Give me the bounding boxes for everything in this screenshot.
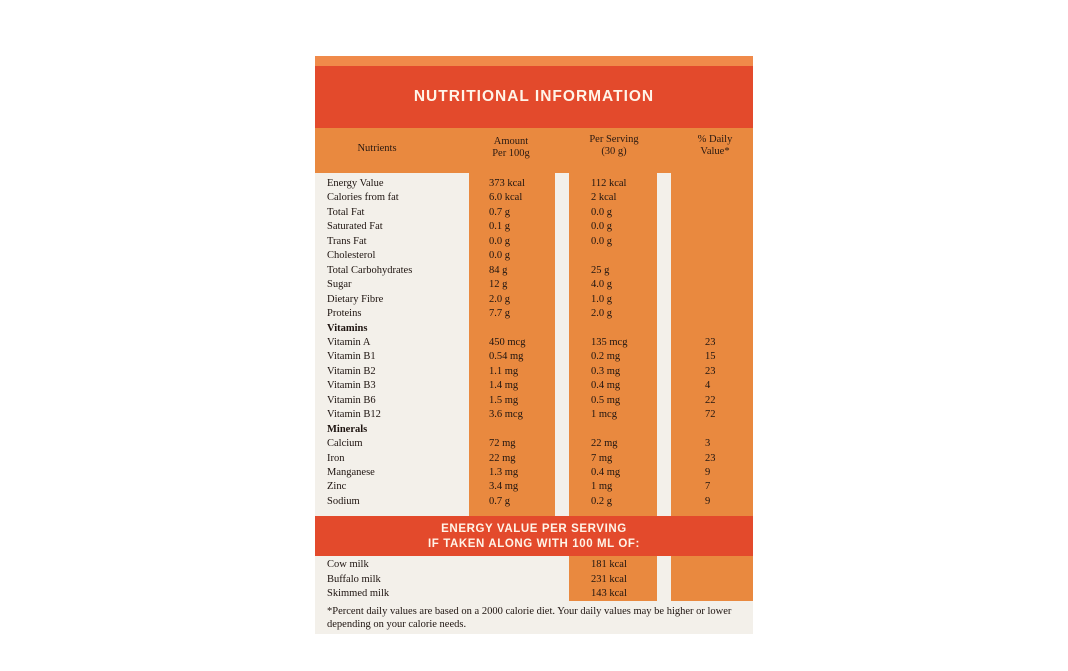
- nutrient-name: Zinc: [327, 481, 347, 493]
- amount-per-serving: 2 kcal: [591, 192, 617, 204]
- footnote-box: [315, 601, 753, 634]
- nutrient-row: [315, 207, 753, 221]
- amount-per-serving: 0.2 mg: [591, 351, 621, 363]
- daily-value: 23: [705, 365, 716, 377]
- col-per100: [471, 136, 551, 160]
- daily-value: 9: [705, 495, 711, 507]
- col-per100-line1: Amount: [493, 136, 529, 147]
- daily-value: 7: [705, 481, 711, 493]
- amount-per-100g: 84 g: [489, 264, 508, 276]
- daily-value: 23: [705, 452, 716, 464]
- milk-energy: 181 kcal: [591, 559, 627, 570]
- col-serving-line1: Per Serving: [589, 134, 639, 145]
- amount-per-serving: 1.0 g: [591, 293, 612, 305]
- col-serving: [571, 134, 657, 158]
- section-heading-row: [315, 424, 753, 438]
- nutrient-name: Total Fat: [327, 206, 365, 218]
- nutrient-row: [315, 409, 753, 423]
- nutrient-row: [315, 308, 753, 322]
- amount-per-serving: 4.0 g: [591, 279, 612, 291]
- amount-per-serving: 1 mcg: [591, 409, 617, 421]
- amount-per-100g: 0.0 g: [489, 235, 510, 247]
- amount-per-serving: 7 mg: [591, 452, 613, 464]
- nutrient-row: [315, 236, 753, 250]
- nutrient-row: [315, 279, 753, 293]
- amount-per-100g: 2.0 g: [489, 293, 510, 305]
- nutrient-row: [315, 337, 753, 351]
- amount-per-100g: 7.7 g: [489, 308, 510, 320]
- nutrient-row: [315, 481, 753, 495]
- col-dv: [681, 134, 749, 158]
- daily-value: 22: [705, 394, 716, 406]
- nutrient-row: [315, 192, 753, 206]
- nutrient-row: [315, 467, 753, 481]
- label-title: NUTRITIONAL INFORMATION: [413, 88, 655, 105]
- nutrient-name: Trans Fat: [327, 235, 367, 247]
- energy-band: [315, 516, 753, 556]
- daily-value: 9: [705, 467, 711, 478]
- nutrient-name: Calcium: [327, 438, 363, 450]
- nutrient-name: Sugar: [327, 279, 352, 291]
- col-dv-line1: % Daily: [697, 134, 733, 145]
- section-heading-row: [315, 323, 753, 337]
- amount-per-100g: 1.1 mg: [489, 365, 519, 377]
- amount-per-serving: 0.4 mg: [591, 380, 621, 392]
- amount-per-serving: 0.2 g: [591, 495, 612, 507]
- amount-per-serving: 0.4 mg: [591, 467, 621, 478]
- col-dv-line2: Value*: [700, 146, 730, 157]
- amount-per-100g: 1.4 mg: [489, 380, 519, 392]
- nutrient-row: [315, 178, 753, 192]
- amount-per-100g: 3.4 mg: [489, 481, 519, 493]
- milk-name: Cow milk: [327, 559, 369, 570]
- amount-per-100g: 3.6 mcg: [489, 409, 523, 421]
- nutrient-row: [315, 453, 753, 467]
- nutrient-name: Minerals: [327, 423, 368, 435]
- nutrient-row: [315, 438, 753, 452]
- milk-energy: 143 kcal: [591, 588, 627, 600]
- nutrient-row: [315, 496, 753, 510]
- amount-per-100g: 6.0 kcal: [489, 192, 523, 204]
- nutrient-name: Vitamin B2: [327, 365, 376, 377]
- amount-per-serving: 0.0 g: [591, 221, 612, 233]
- milk-energy: 231 kcal: [591, 573, 627, 585]
- nutrient-row: [315, 351, 753, 365]
- nutrient-name: Calories from fat: [327, 192, 399, 204]
- amount-per-100g: 22 mg: [489, 452, 516, 464]
- nutrient-name: Energy Value: [327, 178, 384, 189]
- daily-value: 4: [705, 380, 711, 392]
- nutrient-row: [315, 366, 753, 380]
- daily-value: 23: [705, 336, 716, 348]
- nutrient-name: Dietary Fibre: [327, 293, 384, 305]
- nutrient-name: Vitamin B6: [327, 394, 376, 406]
- amount-per-100g: 0.7 g: [489, 206, 510, 218]
- milk-row: [315, 574, 753, 589]
- daily-value: 15: [705, 351, 716, 363]
- amount-per-100g: 373 kcal: [489, 178, 525, 189]
- nutrient-name: Proteins: [327, 308, 362, 320]
- nutrient-row: [315, 294, 753, 308]
- amount-per-serving: 25 g: [591, 264, 610, 276]
- daily-value: 72: [705, 409, 716, 421]
- nutrient-name: Vitamin B12: [327, 409, 381, 421]
- nutrient-name: Vitamin B3: [327, 380, 376, 392]
- amount-per-100g: 1.3 mg: [489, 467, 519, 478]
- nutrient-name: Cholesterol: [327, 250, 376, 262]
- amount-per-100g: 0.7 g: [489, 495, 510, 507]
- nutrient-row: [315, 265, 753, 279]
- amount-per-100g: 1.5 mg: [489, 394, 519, 406]
- daily-value: 3: [705, 438, 711, 450]
- nutrient-name: Saturated Fat: [327, 221, 383, 233]
- milk-row: [315, 559, 753, 574]
- col-nutrients: Nutrients: [357, 143, 397, 154]
- nutrient-name: Manganese: [327, 467, 375, 478]
- amount-per-100g: 0.1 g: [489, 221, 510, 233]
- amount-per-serving: 0.5 mg: [591, 394, 621, 406]
- milk-name: Buffalo milk: [327, 573, 381, 585]
- nutrient-row: [315, 395, 753, 409]
- amount-per-serving: 135 mcg: [591, 336, 628, 348]
- col-per100-line2: Per 100g: [492, 148, 530, 159]
- amount-per-serving: 112 kcal: [591, 178, 627, 189]
- footnote: *Percent daily values are based on a 2000 calorie diet. Your daily values may be higher or lower depending on your calorie needs.: [327, 606, 732, 630]
- amount-per-100g: 12 g: [489, 279, 508, 291]
- amount-per-serving: 0.3 mg: [591, 365, 621, 377]
- nutrient-name: Vitamins: [327, 322, 368, 334]
- nutrient-name: Total Carbohydrates: [327, 264, 413, 276]
- amount-per-100g: 72 mg: [489, 438, 516, 450]
- milk-name: Skimmed milk: [327, 588, 390, 600]
- nutrient-name: Vitamin B1: [327, 351, 376, 363]
- amount-per-100g: 450 mcg: [489, 336, 526, 348]
- amount-per-serving: 22 mg: [591, 438, 618, 450]
- amount-per-100g: 0.54 mg: [489, 351, 524, 363]
- nutrient-row: [315, 250, 753, 264]
- nutrient-name: Sodium: [327, 495, 360, 507]
- nutrient-name: Iron: [327, 452, 345, 464]
- amount-per-serving: 0.0 g: [591, 206, 612, 218]
- nutrient-name: Vitamin A: [327, 336, 371, 348]
- nutrient-row: [315, 221, 753, 235]
- nutrition-label: [315, 56, 753, 634]
- energy-heading-1: ENERGY VALUE PER SERVING: [441, 523, 627, 535]
- nutrient-row: [315, 380, 753, 394]
- amount-per-serving: 2.0 g: [591, 308, 612, 320]
- amount-per-serving: 0.0 g: [591, 235, 612, 247]
- energy-heading-2: IF TAKEN ALONG WITH 100 ML OF:: [427, 538, 640, 550]
- amount-per-100g: 0.0 g: [489, 250, 510, 262]
- amount-per-serving: 1 mg: [591, 481, 613, 493]
- col-serving-line2: (30 g): [601, 146, 627, 157]
